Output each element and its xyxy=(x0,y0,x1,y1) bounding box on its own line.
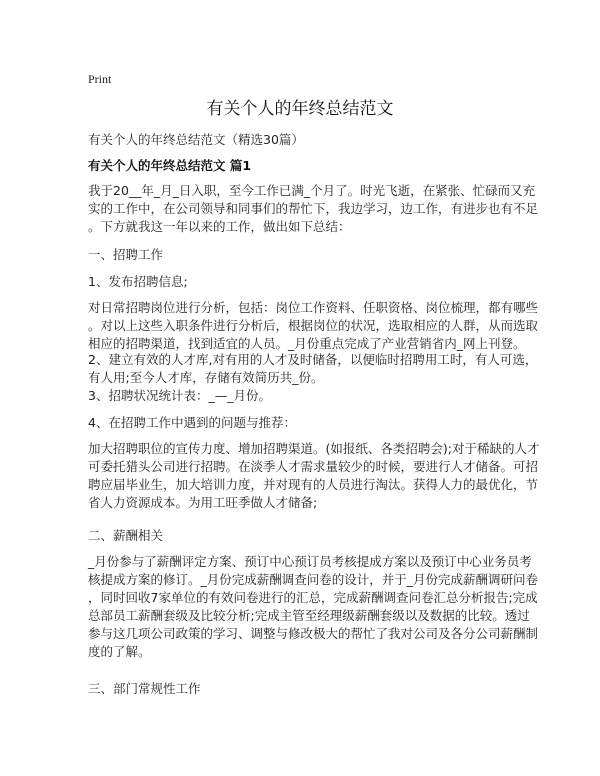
heading-recruitment xyxy=(88,246,528,264)
heading-salary xyxy=(88,527,528,545)
text-line: 度的了解。 xyxy=(88,644,151,659)
text-line: 我于20__年_月_日入职，至今工作已满_个月了。时光飞逝，在紧张、忙碌而又充 xyxy=(88,183,536,198)
text-line: 相应的招聘渠道，找到适宜的人员。_月份重点完成了产业营销省内_网上刊登。 xyxy=(88,336,526,351)
item-statistics xyxy=(88,387,528,405)
heading-routine-work xyxy=(88,680,528,698)
text-line: 加大招聘职位的宣传力度、增加招聘渠道。(如报纸、各类招聘会);对于稀缺的人才 xyxy=(88,441,540,456)
text-line: 。对以上这些入职条件进行分析后，根据岗位的状况，选取相应的人群，从而选取 xyxy=(88,318,539,333)
text-line: 省人力资源成本。为用工旺季做人才储备; xyxy=(88,495,318,510)
text-line: 可委托猎头公司进行招聘。在淡季人才需求量较少的时候，要进行人才储备。可招 xyxy=(88,459,539,474)
intro-paragraph xyxy=(88,182,539,236)
text-line: 二、薪酬相关 xyxy=(88,528,164,543)
page-title: 有关个人的年终总结范文 xyxy=(206,99,394,119)
text-line: ，同时回收7家单位的有效问卷进行的汇总，完成薪酬调查问卷汇总分析报告;完成 xyxy=(88,590,538,605)
paragraph-suggestions xyxy=(88,440,540,512)
text-line: 。下方就我这一年以来的工作，做出如下总结： xyxy=(88,219,351,234)
subtitle: 有关个人的年终总结范文（精选30篇） xyxy=(88,132,304,147)
text-line: 3、招聘状况统计表：_—_月份。 xyxy=(88,388,271,403)
print-link[interactable]: Print xyxy=(88,72,112,86)
text-line: 有人用;至今人才库，存储有效简历共_份。 xyxy=(88,370,324,385)
text-line: 三、部门常规性工作 xyxy=(88,681,201,696)
paragraph-salary xyxy=(88,553,539,661)
text-line: 2、建立有效的人才库,对有用的人才及时储备，以便临时招聘用工时，有人可选， xyxy=(88,352,538,367)
text-line: _月份参与了薪酬评定方案、预订中心预订员考核提成方案以及预订中心业务员考 xyxy=(88,554,532,569)
item-post-info xyxy=(88,273,528,291)
text-line: 参与这几项公司政策的学习、调整与修改极大的帮忙了我对公司及各分公司薪酬制 xyxy=(88,626,539,641)
text-line: 实的工作中，在公司领导和同事们的帮忙下，我边学习，边工作，有进步也有不足 xyxy=(88,201,539,216)
text-line: 一、招聘工作 xyxy=(88,247,164,262)
text-line: 核提成方案的修订。_月份完成薪酬调查问卷的设计，并于_月份完成薪酬调研问卷 xyxy=(88,572,539,587)
item-problems xyxy=(88,414,528,432)
item-talent-pool xyxy=(88,351,538,387)
text-line: 1、发布招聘信息; xyxy=(88,274,188,289)
text-line: 聘应届毕业生，加大培训力度，并对现有的人员进行淘汰。获得人力的最优化，节 xyxy=(88,477,539,492)
paragraph-analysis xyxy=(88,299,539,353)
text-line: 4、在招聘工作中遇到的问题与推荐： xyxy=(88,415,296,430)
text-line: 对日常招聘岗位进行分析，包括：岗位工作资料、任职资格、岗位梳理，都有哪些 xyxy=(88,300,539,315)
text-line: 总部员工薪酬套级及比较分析;完成主管至经理级薪酬套级以及数据的比较。透过 xyxy=(88,608,530,623)
section-heading: 有关个人的年终总结范文 篇1 xyxy=(88,158,252,173)
